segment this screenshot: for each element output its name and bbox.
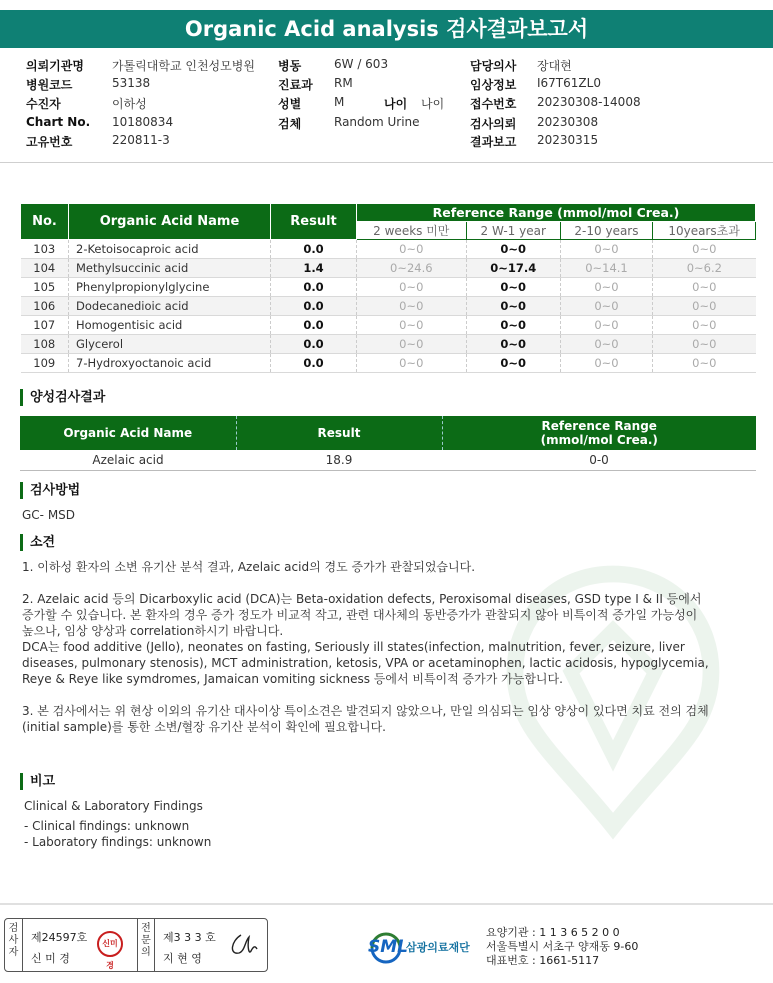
table-row	[20, 450, 756, 470]
positive-results-table	[20, 416, 756, 471]
table-row	[21, 335, 756, 354]
row-no: 105	[21, 278, 69, 297]
row-result: 0.0	[271, 354, 357, 373]
receipt-no-value: 20230308-14008	[537, 95, 641, 109]
row-no: 107	[21, 316, 69, 335]
table-row	[21, 278, 756, 297]
row-ref-2: 0~0	[466, 278, 560, 297]
report-date-value: 20230315	[537, 133, 599, 147]
remarks-title: Clinical & Laboratory Findings	[24, 799, 203, 813]
opinion-heading: 소견	[20, 534, 55, 551]
remarks-line: - Clinical findings: unknown	[24, 819, 190, 833]
opinion-line: DCA는 food additive (Jello), neonates on fasting, Seriously ill states(infection, malnutrition, fever, seizure, liver	[22, 640, 685, 654]
ward-value: 6W / 603	[334, 57, 389, 71]
department-value: RM	[334, 76, 353, 90]
row-no: 109	[21, 354, 69, 373]
row-ref-1: 0~24.6	[357, 259, 467, 278]
opinion-line: 2. Azelaic acid 등의 Dicarboxylic acid (DCA)는 Beta-oxidation defects, Peroxisomal diseases, GSD type I & II 등에서	[22, 592, 702, 606]
org-phone: 대표번호 : 1661-5117	[486, 954, 600, 967]
row-ref-1: 0~0	[357, 335, 467, 354]
row-ref-4: 0~6.2	[653, 259, 756, 278]
signature-icon	[227, 931, 263, 961]
unique-no-value: 220811-3	[112, 133, 170, 147]
table-row	[21, 316, 756, 335]
table-row	[21, 354, 756, 373]
row-ref-4: 0~0	[653, 278, 756, 297]
organic-acid-table	[20, 203, 756, 373]
opinion-paragraph-1: 1. 이하성 환자의 소변 유기산 분석 결과, Azelaic acid의 경도 증가가 관찰되었습니다.	[22, 560, 476, 574]
chart-no-value: 10180834	[112, 115, 174, 129]
specimen-label: 검체	[278, 117, 302, 131]
row-result: 1.4	[271, 259, 357, 278]
row-ref-2: 0~0	[466, 335, 560, 354]
info-divider	[0, 162, 773, 163]
row-name: 7-Hydroxyoctanoic acid	[69, 354, 271, 373]
opinion-paragraph-2	[22, 591, 709, 687]
row-ref-2: 0~17.4	[466, 259, 560, 278]
row-result: 0.0	[271, 335, 357, 354]
inspector-license: 제24597호	[31, 931, 88, 944]
pos-col-reference-line2: (mmol/mol Crea.)	[540, 433, 658, 447]
report-date-label: 결과보고	[470, 135, 517, 149]
col-ref-under-2-weeks: 2 weeks 미만	[357, 222, 467, 240]
inspector-seal-icon: 신미경	[97, 931, 123, 957]
requesting-org-label: 의뢰기관명	[26, 59, 84, 73]
patient-info-block	[0, 55, 773, 155]
pos-row-result: 18.9	[236, 450, 442, 470]
opinion-line: Reye & Reye like symdromes, Jamaican vomiting sickness 등에서 비특이적 증가가 가능합니다.	[22, 672, 563, 686]
row-ref-4: 0~0	[653, 316, 756, 335]
row-ref-1: 0~0	[357, 297, 467, 316]
pos-row-name: Azelaic acid	[20, 450, 236, 470]
pos-row-reference: 0-0	[442, 450, 756, 470]
row-ref-2: 0~0	[466, 240, 560, 259]
row-ref-3: 0~0	[560, 240, 652, 259]
opinion-line: 3. 본 검사에서는 위 현상 이외의 유기산 대사이상 특이소견은 발견되지 않았으나, 만일 의심되는 임상 양상이 있다면 치료 전의 검체	[22, 704, 709, 718]
age-value: 나이	[421, 97, 445, 111]
row-name: Phenylpropionylglycine	[69, 278, 271, 297]
remarks-text	[24, 798, 211, 850]
requesting-org-value: 가톨릭대학교 인천성모병원	[112, 59, 255, 73]
specimen-value: Random Urine	[334, 115, 420, 129]
row-result: 0.0	[271, 297, 357, 316]
row-ref-4: 0~0	[653, 297, 756, 316]
pos-col-result: Result	[236, 416, 442, 450]
opinion-text	[22, 559, 709, 751]
signature-box	[4, 918, 268, 972]
col-result: Result	[271, 204, 357, 240]
clinical-info-value: I67T61ZL0	[537, 76, 601, 90]
row-ref-4: 0~0	[653, 335, 756, 354]
organization-info	[486, 926, 638, 968]
specialist-license: 제3 3 3 호	[163, 931, 216, 944]
row-name: Methylsuccinic acid	[69, 259, 271, 278]
hospital-code-value: 53138	[112, 76, 151, 90]
opinion-line: 증가할 수 있습니다. 본 환자의 경우 증가 정도가 비교적 작고, 관련 대사체의 동반증가가 관찰되지 않아 비특이적 증가일 가능성이	[22, 608, 698, 622]
table-row	[21, 259, 756, 278]
clinical-info-label: 임상정보	[470, 78, 517, 92]
unique-no-label: 고유번호	[26, 135, 73, 149]
col-name: Organic Acid Name	[69, 204, 271, 240]
row-name: Glycerol	[69, 335, 271, 354]
sex-label: 성별	[278, 97, 302, 111]
doctor-label: 담당의사	[470, 59, 517, 73]
specialist-label: 전문의	[137, 919, 155, 971]
org-code: 요양기관 : 1 1 3 6 5 2 0 0	[486, 926, 620, 939]
row-name: Homogentisic acid	[69, 316, 271, 335]
row-no: 103	[21, 240, 69, 259]
row-ref-2: 0~0	[466, 316, 560, 335]
table-row	[21, 297, 756, 316]
col-ref-2-10y: 2-10 years	[560, 222, 652, 240]
request-date-label: 검사의뢰	[470, 117, 517, 131]
row-ref-3: 0~0	[560, 316, 652, 335]
row-ref-4: 0~0	[653, 354, 756, 373]
row-ref-4: 0~0	[653, 240, 756, 259]
method-heading: 검사방법	[20, 482, 80, 499]
report-title: Organic Acid analysis 검사결과보고서	[0, 10, 773, 48]
row-ref-1: 0~0	[357, 316, 467, 335]
footer-divider	[0, 903, 773, 905]
request-date-value: 20230308	[537, 115, 599, 129]
row-result: 0.0	[271, 240, 357, 259]
opinion-paragraph-3	[22, 703, 709, 735]
opinion-line: 높으나, 임상 양상과 correlation하시기 바랍니다.	[22, 624, 284, 638]
examinee-value: 이하성	[112, 97, 147, 111]
row-ref-1: 0~0	[357, 278, 467, 297]
age-label: 나이	[384, 97, 408, 111]
logo-mark: SML	[368, 937, 408, 957]
opinion-line: (initial sample)를 통한 소변/혈장 유기산 분석이 확인에 필요합니다.	[22, 720, 386, 734]
col-ref-over-10y: 10years초과	[653, 222, 756, 240]
table-row	[21, 240, 756, 259]
row-ref-1: 0~0	[357, 240, 467, 259]
sml-logo	[366, 928, 486, 968]
row-ref-2: 0~0	[466, 354, 560, 373]
doctor-value: 장대현	[537, 59, 572, 73]
department-label: 진료과	[278, 78, 313, 92]
row-no: 108	[21, 335, 69, 354]
method-text: GC- MSD	[22, 508, 76, 522]
row-no: 106	[21, 297, 69, 316]
row-ref-3: 0~0	[560, 354, 652, 373]
inspector-label: 검사자	[5, 919, 23, 971]
col-ref-2w-1y: 2 W-1 year	[466, 222, 560, 240]
logo-name: 삼광의료재단	[406, 941, 470, 954]
row-no: 104	[21, 259, 69, 278]
row-ref-3: 0~14.1	[560, 259, 652, 278]
row-result: 0.0	[271, 278, 357, 297]
row-ref-2: 0~0	[466, 297, 560, 316]
opinion-line: diseases, pulmonary stenosis), MCT administration, ketosis, VPA or acetaminophen, lactic acidosis, hypoglycemia,	[22, 656, 709, 670]
inspector-name: 신 미 경	[31, 952, 70, 965]
row-result: 0.0	[271, 316, 357, 335]
hospital-code-label: 병원코드	[26, 78, 73, 92]
receipt-no-label: 접수번호	[470, 97, 517, 111]
org-address: 서울특별시 서초구 양재동 9-60	[486, 940, 639, 953]
chart-no-label: Chart No.	[26, 115, 91, 129]
pos-col-name: Organic Acid Name	[20, 416, 236, 450]
pos-col-reference-line1: Reference Range	[541, 419, 657, 433]
row-name: 2-Ketoisocaproic acid	[69, 240, 271, 259]
ward-label: 병동	[278, 59, 302, 73]
remarks-heading: 비고	[20, 773, 55, 790]
row-ref-3: 0~0	[560, 278, 652, 297]
pos-col-reference	[442, 416, 756, 450]
examinee-label: 수진자	[26, 97, 61, 111]
row-ref-1: 0~0	[357, 354, 467, 373]
specialist-name: 지 현 영	[163, 952, 202, 965]
row-ref-3: 0~0	[560, 335, 652, 354]
col-reference-range: Reference Range (mmol/mol Crea.)	[357, 204, 756, 222]
row-name: Dodecanedioic acid	[69, 297, 271, 316]
row-ref-3: 0~0	[560, 297, 652, 316]
remarks-line: - Laboratory findings: unknown	[24, 835, 212, 849]
col-no: No.	[21, 204, 69, 240]
sex-value: M	[334, 95, 345, 109]
positive-results-heading: 양성검사결과	[20, 389, 105, 406]
